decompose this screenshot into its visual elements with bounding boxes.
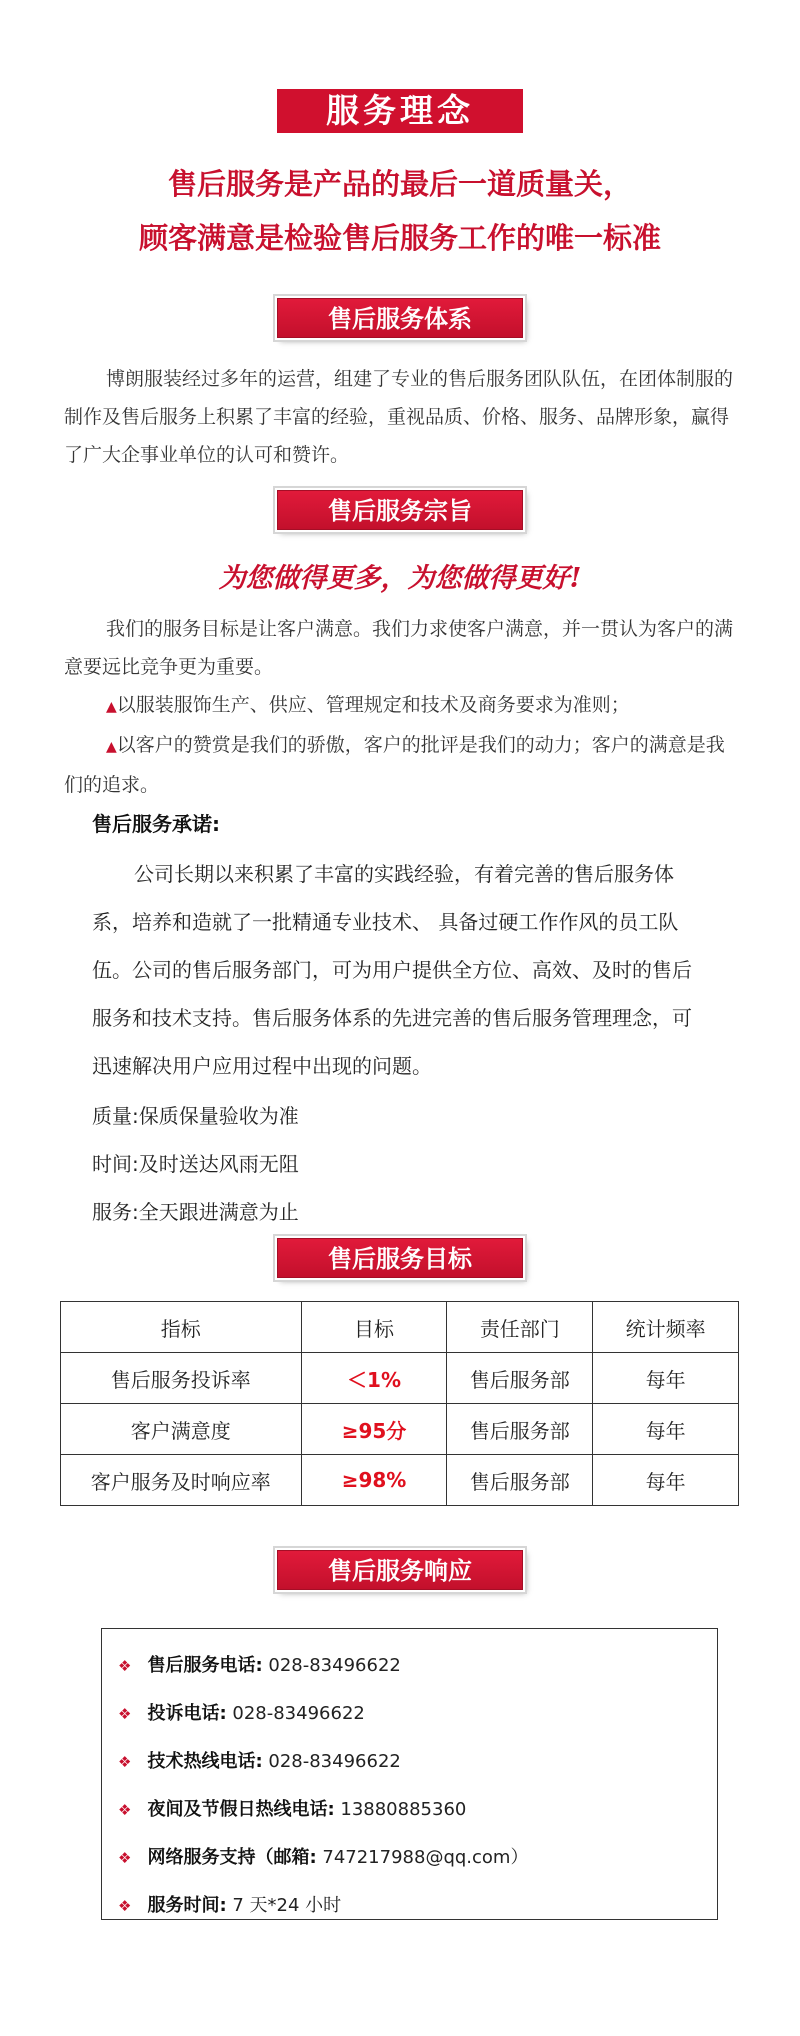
cell-indicator: 售后服务投诉率 — [61, 1353, 302, 1404]
commitment-line-5: 迅速解决用户应用过程中出现的问题。 — [92, 1054, 432, 1078]
commitment-title: 售后服务承诺: — [92, 812, 220, 836]
cell-indicator: 客户满意度 — [61, 1404, 302, 1455]
contact-hours: ❖ 服务时间: 7 天*24 小时 — [118, 1895, 342, 1916]
time-line: 时间:及时送达风雨无阻 — [92, 1152, 299, 1176]
contact-tech-hotline: ❖ 技术热线电话: 028-83496622 — [118, 1751, 401, 1772]
contact-complaint: ❖ 投诉电话: 028-83496622 — [118, 1703, 365, 1724]
response-section-title: 售后服务响应 — [277, 1550, 523, 1590]
diamond-icon: ❖ — [118, 1753, 132, 1771]
contact-phone: ❖ 售后服务电话: 028-83496622 — [118, 1655, 401, 1676]
quality-line: 质量:保质保量验收为准 — [92, 1104, 299, 1128]
cell-department: 售后服务部 — [447, 1353, 593, 1404]
cell-target: ≥98% — [301, 1455, 447, 1506]
header-target: 目标 — [301, 1302, 447, 1353]
commitment-line-4: 服务和技术支持。售后服务体系的先进完善的售后服务管理理念，可 — [92, 1006, 692, 1030]
purpose-bullet-2-cont: 们的追求。 — [64, 774, 160, 796]
triangle-icon: ▲ — [106, 739, 117, 755]
cell-indicator: 客户服务及时响应率 — [61, 1455, 302, 1506]
commitment-line-3: 伍。公司的售后服务部门，可为用户提供全方位、高效、及时的售后 — [92, 958, 692, 982]
system-line-3: 了广大企事业单位的认可和赞许。 — [64, 444, 350, 466]
system-section-title: 售后服务体系 — [277, 298, 523, 338]
diamond-icon: ❖ — [118, 1849, 132, 1867]
cell-department: 售后服务部 — [447, 1455, 593, 1506]
purpose-slogan: 为您做得更多，为您做得更好! — [218, 563, 582, 594]
system-line-2: 制作及售后服务上积累了丰富的经验，重视品质、价格、服务、品牌形象，赢得 — [64, 406, 730, 428]
main-banner: 服务理念 — [277, 89, 523, 133]
cell-department: 售后服务部 — [447, 1404, 593, 1455]
commitment-line-1: 公司长期以来积累了丰富的实践经验，有着完善的售后服务体 — [134, 862, 674, 886]
triangle-icon: ▲ — [106, 699, 117, 715]
diamond-icon: ❖ — [118, 1705, 132, 1723]
purpose-bullet-2: ▲以客户的赞赏是我们的骄傲，客户的批评是我们的动力；客户的满意是我 — [106, 734, 725, 756]
purpose-section-title: 售后服务宗旨 — [277, 490, 523, 530]
table-row — [61, 1455, 739, 1506]
cell-target: ＜1% — [301, 1353, 447, 1404]
header-indicator: 指标 — [61, 1302, 302, 1353]
contact-box — [101, 1628, 718, 1920]
diamond-icon: ❖ — [118, 1657, 132, 1675]
cell-frequency: 每年 — [593, 1404, 739, 1455]
header-department: 责任部门 — [447, 1302, 593, 1353]
purpose-line-1: 我们的服务目标是让客户满意。我们力求使客户满意，并一贯认为客户的满 — [106, 618, 734, 640]
system-paragraph — [64, 360, 733, 474]
goals-table — [60, 1301, 739, 1506]
contact-night-hotline: ❖ 夜间及节假日热线电话: 13880885360 — [118, 1799, 467, 1820]
commitment-paragraph — [92, 850, 752, 1090]
diamond-icon: ❖ — [118, 1897, 132, 1915]
purpose-paragraph — [64, 610, 733, 804]
table-row — [61, 1353, 739, 1404]
goals-section-title: 售后服务目标 — [277, 1238, 523, 1278]
slogan-line-2: 顾客满意是检验售后服务工作的唯一标准 — [138, 221, 661, 255]
purpose-line-2: 意要远比竞争更为重要。 — [64, 656, 274, 678]
cell-frequency: 每年 — [593, 1353, 739, 1404]
service-line: 服务:全天跟进满意为止 — [92, 1200, 299, 1224]
purpose-bullet-1: ▲以服装服饰生产、供应、管理规定和技术及商务要求为准则； — [106, 694, 630, 716]
table-header-row — [61, 1302, 739, 1353]
cell-target: ≥95分 — [301, 1404, 447, 1455]
slogan-line-1: 售后服务是产品的最后一道质量关， — [167, 167, 632, 201]
header-frequency: 统计频率 — [593, 1302, 739, 1353]
diamond-icon: ❖ — [118, 1801, 132, 1819]
system-line-1: 博朗服装经过多年的运营，组建了专业的售后服务团队队伍，在团体制服的 — [106, 368, 734, 390]
contact-email: ❖ 网络服务支持（邮箱: 747217988@qq.com） — [118, 1847, 529, 1868]
cell-frequency: 每年 — [593, 1455, 739, 1506]
commitment-line-2: 系，培养和造就了一批精通专业技术、 具备过硬工作作风的员工队 — [92, 910, 679, 934]
table-row — [61, 1404, 739, 1455]
